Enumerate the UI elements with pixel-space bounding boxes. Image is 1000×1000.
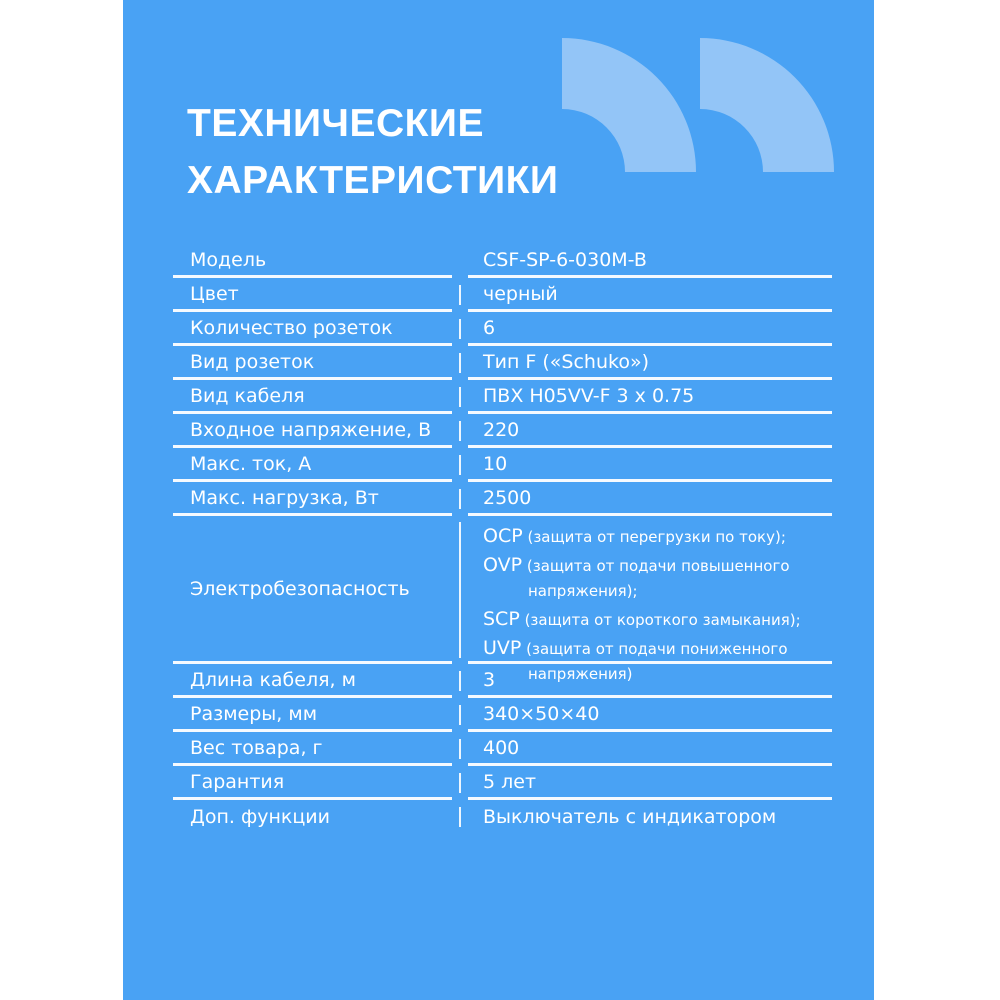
spec-value-cell <box>468 664 832 698</box>
spec-label: Вес товара, г <box>190 736 323 759</box>
protection-desc: (защита от подачи повышенного напряжения); <box>526 557 790 600</box>
spec-table <box>173 244 832 834</box>
spec-value-cell <box>468 732 832 766</box>
spec-label: Количество розеток <box>190 316 393 339</box>
spec-label-cell <box>173 312 452 346</box>
column-divider-cell <box>452 664 468 698</box>
protection-item <box>483 607 828 633</box>
spec-value-cell <box>468 766 832 800</box>
column-divider <box>459 773 461 793</box>
column-divider <box>459 522 461 658</box>
column-divider-cell <box>452 732 468 766</box>
spec-label-cell <box>173 278 452 312</box>
column-divider-cell <box>452 414 468 448</box>
page-title-line2: ХАРАКТЕРИСТИКИ <box>187 159 559 202</box>
protection-item <box>483 553 828 604</box>
spec-sheet-panel <box>123 0 874 1000</box>
spec-label-cell <box>173 698 452 732</box>
column-divider-cell <box>452 766 468 800</box>
column-divider-cell <box>452 346 468 380</box>
table-row <box>173 732 832 766</box>
column-divider-cell <box>452 278 468 312</box>
protection-acronym: UVP <box>483 637 522 659</box>
spec-label-cell <box>173 800 452 834</box>
spec-label-cell <box>173 346 452 380</box>
spec-label-cell <box>173 732 452 766</box>
spec-label-cell <box>173 516 452 664</box>
spec-value-cell <box>468 448 832 482</box>
spec-label: Макс. нагрузка, Вт <box>190 486 379 509</box>
column-divider-cell <box>452 800 468 834</box>
spec-value: 340×50×40 <box>483 702 600 725</box>
column-divider-cell <box>452 516 468 664</box>
column-divider <box>459 455 461 475</box>
table-row <box>173 278 832 312</box>
protection-desc: (защита от подачи пониженного напряжения) <box>526 640 788 683</box>
spec-label: Цвет <box>190 282 239 305</box>
spec-label: Электробезопасность <box>190 577 410 600</box>
spec-value: 2500 <box>483 486 532 509</box>
column-divider <box>459 421 461 441</box>
table-row <box>173 766 832 800</box>
spec-label-cell <box>173 244 452 278</box>
spec-value: 400 <box>483 736 520 759</box>
spec-label: Вид розеток <box>190 350 315 373</box>
table-row <box>173 664 832 698</box>
table-row <box>173 414 832 448</box>
spec-label: Модель <box>190 248 267 271</box>
table-row <box>173 482 832 516</box>
column-divider-cell <box>452 380 468 414</box>
table-row <box>173 448 832 482</box>
spec-label-cell <box>173 482 452 516</box>
spec-label-cell <box>173 380 452 414</box>
column-divider-cell <box>452 698 468 732</box>
spec-value-cell <box>468 414 832 448</box>
column-divider <box>459 285 461 305</box>
page-title <box>187 95 558 209</box>
spec-value: черный <box>483 282 558 305</box>
table-row <box>173 800 832 834</box>
spec-label: Вид кабеля <box>190 384 305 407</box>
spec-value: CSF-SP-6-030M-B <box>483 248 647 271</box>
protection-desc: (защита от перегрузки по току); <box>527 528 786 546</box>
spec-value-cell <box>468 278 832 312</box>
column-divider <box>459 353 461 373</box>
column-divider <box>459 705 461 725</box>
protection-acronym: OVP <box>483 554 523 576</box>
column-divider-cell <box>452 312 468 346</box>
table-row <box>173 346 832 380</box>
spec-value-cell <box>468 482 832 516</box>
column-divider <box>459 319 461 339</box>
table-row <box>173 380 832 414</box>
spec-value: 6 <box>483 316 496 339</box>
spec-value-cell <box>468 312 832 346</box>
spec-value-cell <box>468 346 832 380</box>
table-row <box>173 244 832 278</box>
spec-value: Тип F («Schuko») <box>483 350 649 373</box>
column-divider <box>459 671 461 691</box>
spec-label: Длина кабеля, м <box>190 668 356 691</box>
spec-value-cell <box>468 698 832 732</box>
spec-label: Размеры, мм <box>190 702 318 725</box>
protection-desc: (защита от короткого замыкания); <box>524 611 801 629</box>
spec-label-cell <box>173 448 452 482</box>
spec-label: Макс. ток, А <box>190 452 312 475</box>
column-divider <box>459 739 461 759</box>
column-divider <box>459 387 461 407</box>
spec-value-cell <box>468 380 832 414</box>
spec-label-cell <box>173 664 452 698</box>
spec-value: 10 <box>483 452 508 475</box>
column-divider-cell <box>452 244 468 278</box>
protection-acronym: SCP <box>483 608 520 630</box>
spec-value-cell <box>468 516 832 683</box>
spec-label-cell <box>173 766 452 800</box>
spec-label: Гарантия <box>190 770 285 793</box>
spec-value: 5 лет <box>483 770 537 793</box>
spec-value-cell <box>468 244 832 278</box>
spec-label: Входное напряжение, В <box>190 418 432 441</box>
protection-acronym: OCP <box>483 525 523 547</box>
protection-item <box>483 524 828 550</box>
column-divider <box>459 807 461 827</box>
column-divider <box>459 489 461 509</box>
double-quote-icon <box>562 38 834 172</box>
spec-label: Доп. функции <box>190 806 330 828</box>
spec-value-cell <box>468 800 832 834</box>
spec-value: Выключатель с индикатором <box>483 806 777 828</box>
spec-label-cell <box>173 414 452 448</box>
spec-value: ПВХ H05VV-F 3 x 0.75 <box>483 384 695 407</box>
table-row <box>173 312 832 346</box>
table-row <box>173 698 832 732</box>
spec-value: 3 <box>483 668 496 691</box>
page-title-line1: ТЕХНИЧЕСКИЕ <box>187 102 484 145</box>
column-divider-cell <box>452 482 468 516</box>
column-divider-cell <box>452 448 468 482</box>
spec-value: 220 <box>483 418 520 441</box>
